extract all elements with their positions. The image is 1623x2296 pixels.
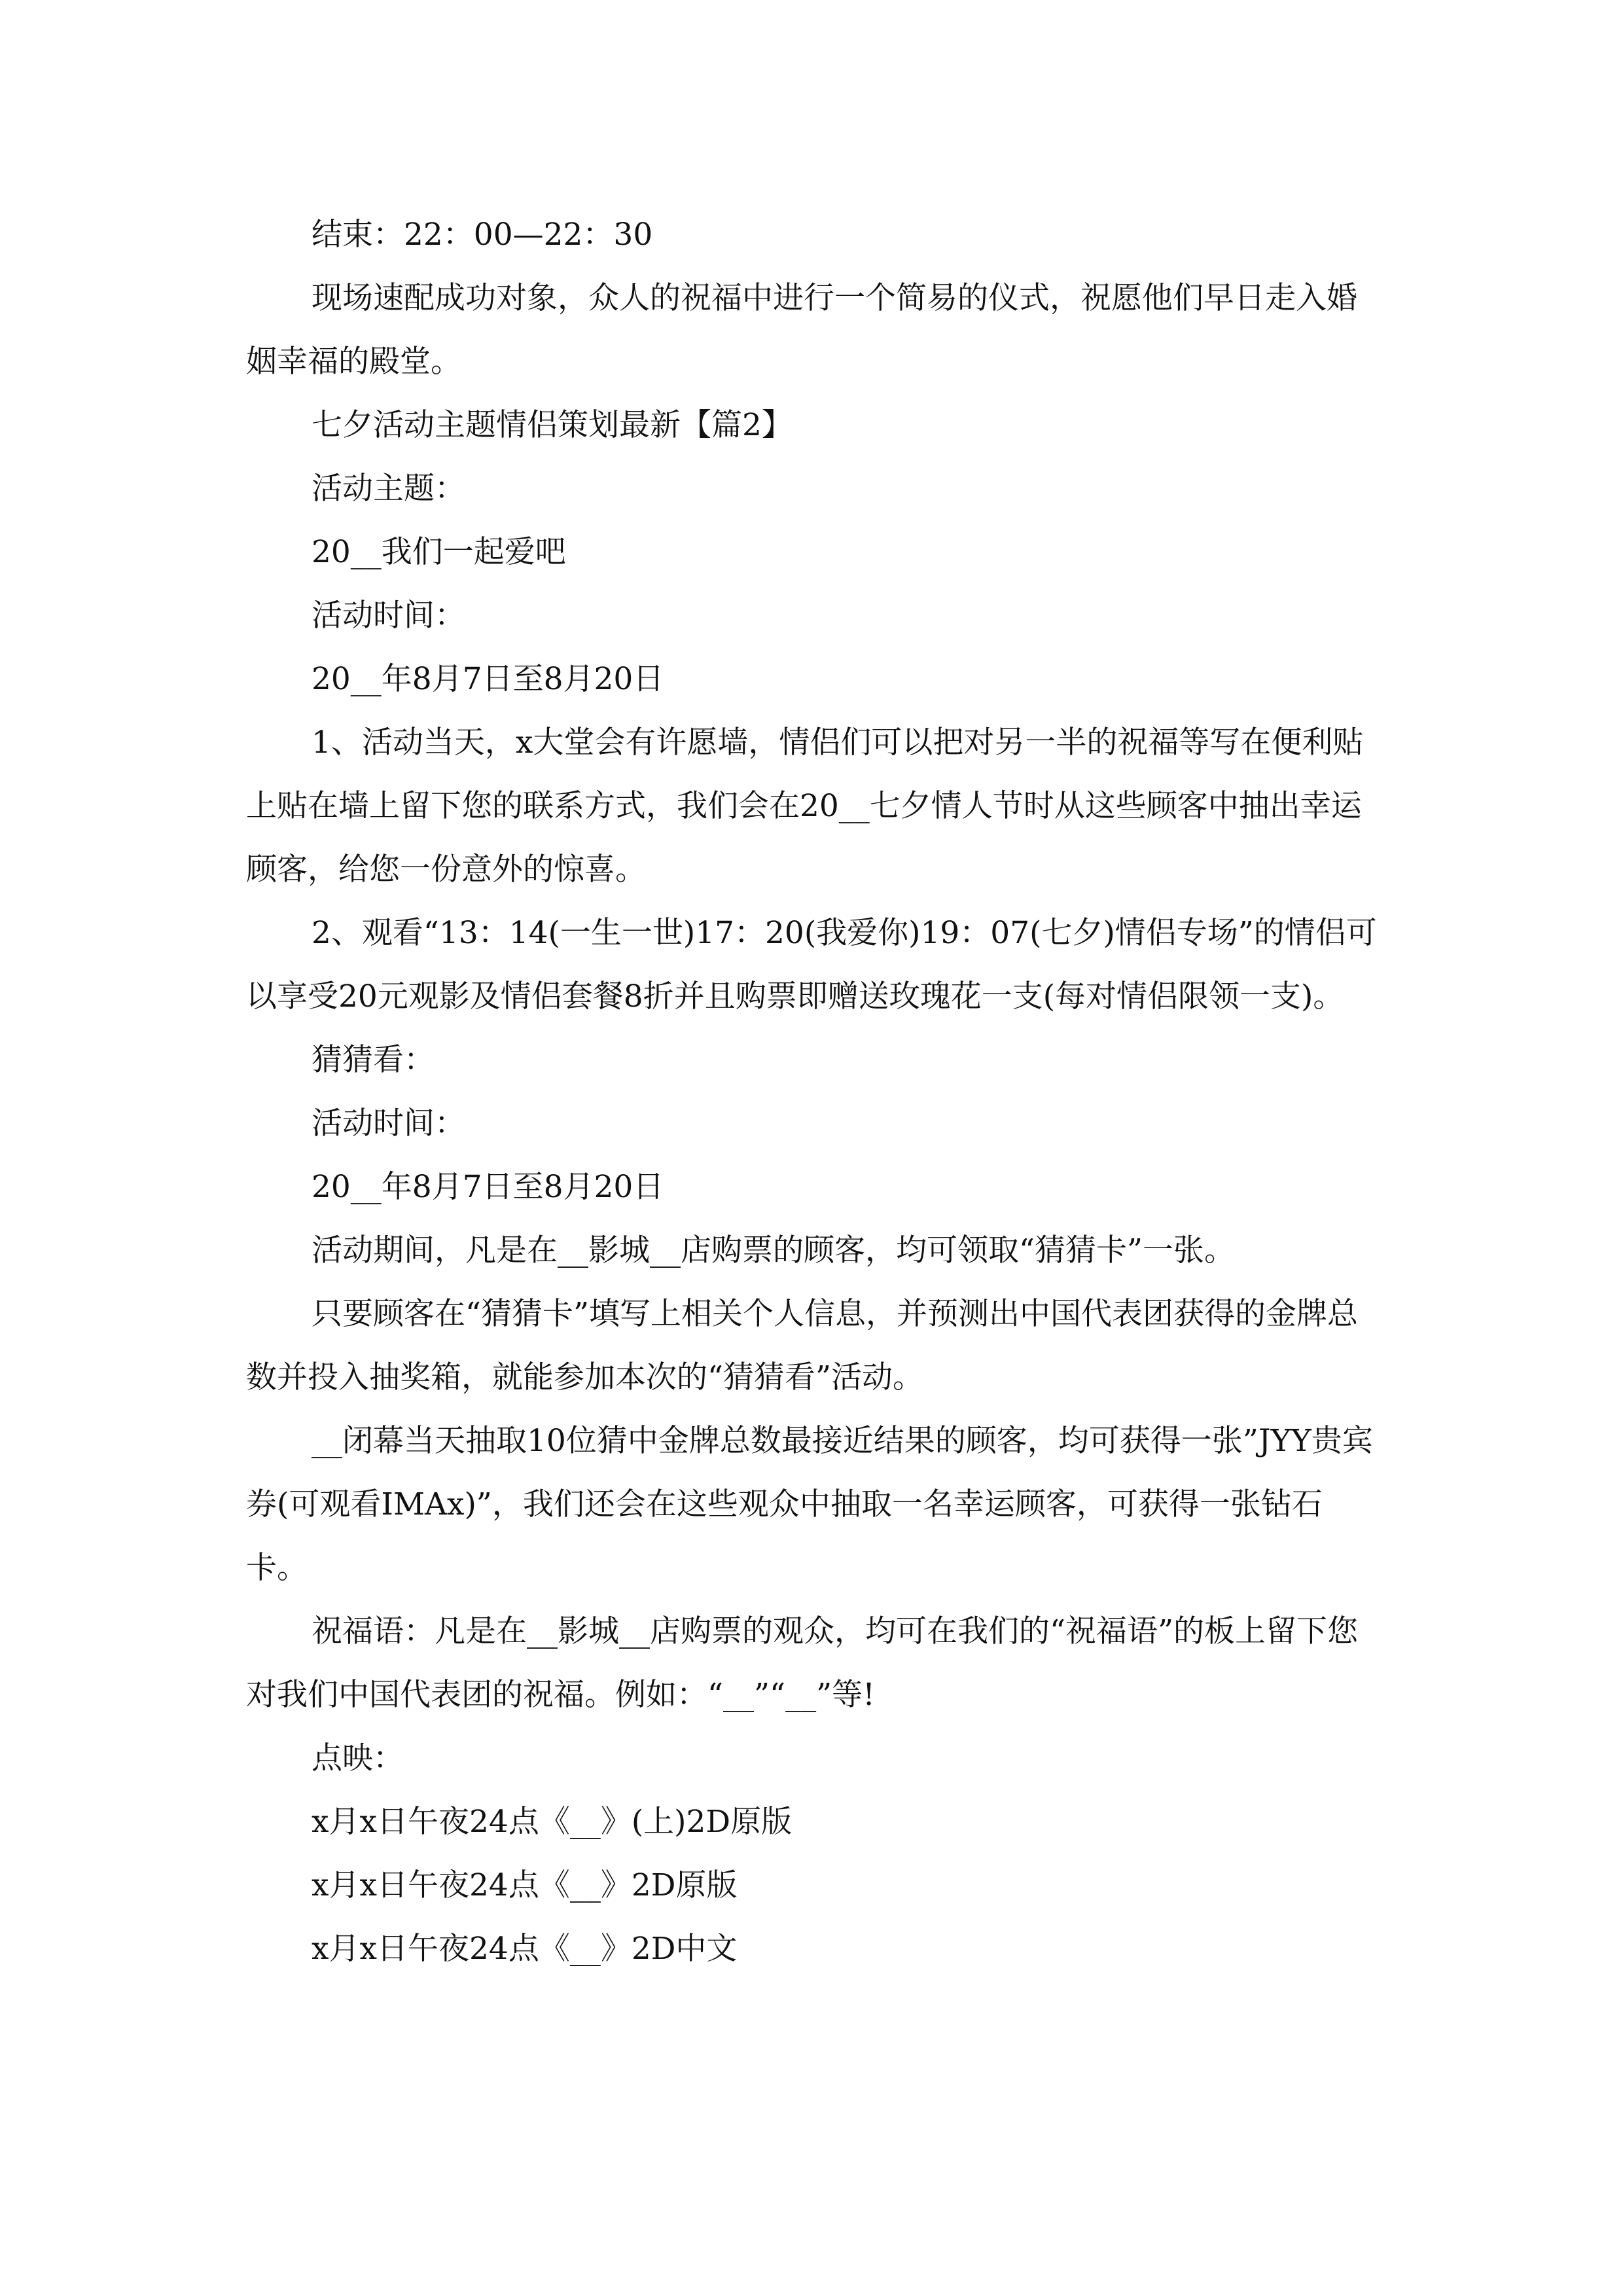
paragraph-guess-prize: __闭幕当天抽取10位猜中金牌总数最接近结果的顾客，均可获得一张”JYY贵宾券(可观看IMAx)”，我们还会在这些观众中抽取一名幸运顾客，可获得一张钻石卡。 bbox=[246, 1423, 1373, 1586]
paragraph-blessing: 祝福语：凡是在__影城__店购票的观众，均可在我们的“祝福语”的板上留下您对我们中国代表团的祝福。例如：“__”“__”等! bbox=[246, 1613, 1359, 1713]
paragraph-screening-2: x月x日午夜24点《__》2D原版 bbox=[312, 1867, 738, 1903]
paragraph-ceremony: 现场速配成功对象，众人的祝福中进行一个简易的仪式，祝愿他们早日走入婚姻幸福的殿堂。 bbox=[246, 280, 1357, 380]
paragraph-theme-label: 活动主题： bbox=[312, 471, 465, 507]
paragraph-guess-card: 活动期间，凡是在__影城__店购票的顾客，均可领取“猜猜卡”一张。 bbox=[312, 1232, 1236, 1268]
section-heading: 七夕活动主题情侣策划最新【篇2】 bbox=[312, 407, 793, 443]
paragraph-screening-1: x月x日午夜24点《__》(上)2D原版 bbox=[312, 1804, 793, 1840]
paragraph-theme-value: 20__我们一起爱吧 bbox=[312, 534, 566, 570]
paragraph-end-time: 结束：22：00—22：30 bbox=[312, 217, 653, 253]
paragraph-screening-3: x月x日午夜24点《__》2D中文 bbox=[312, 1931, 738, 1967]
paragraph-item-2: 2、观看“13：14(一生一世)17：20(我爱你)19：07(七夕)情侣专场”的情侣可以享受20元观影及情侣套餐8折并且购票即赠送玫瑰花一支(每对情侣限领一支)。 bbox=[246, 915, 1377, 1014]
paragraph-item-1: 1、活动当天，x大堂会有许愿墙，情侣们可以把对另一半的祝福等写在便利贴上贴在墙上留下您的联系方式，我们会在20__七夕情人节时从这些顾客中抽出幸运顾客，给您一份意外的惊喜。 bbox=[246, 725, 1364, 888]
paragraph-guess-time-value: 20__年8月7日至8月20日 bbox=[312, 1169, 664, 1205]
paragraph-guess-rules: 只要顾客在“猜猜卡”填写上相关个人信息，并预测出中国代表团获得的金牌总数并投入抽奖箱，就能参加本次的“猜猜看”活动。 bbox=[246, 1296, 1359, 1395]
paragraph-guess-time-label: 活动时间： bbox=[312, 1105, 465, 1141]
paragraph-time-value: 20__年8月7日至8月20日 bbox=[312, 661, 664, 697]
paragraph-time-label: 活动时间： bbox=[312, 598, 465, 634]
paragraph-guess-label: 猜猜看： bbox=[312, 1042, 435, 1078]
document-body bbox=[246, 203, 1377, 1981]
paragraph-screening-label: 点映： bbox=[312, 1740, 404, 1776]
